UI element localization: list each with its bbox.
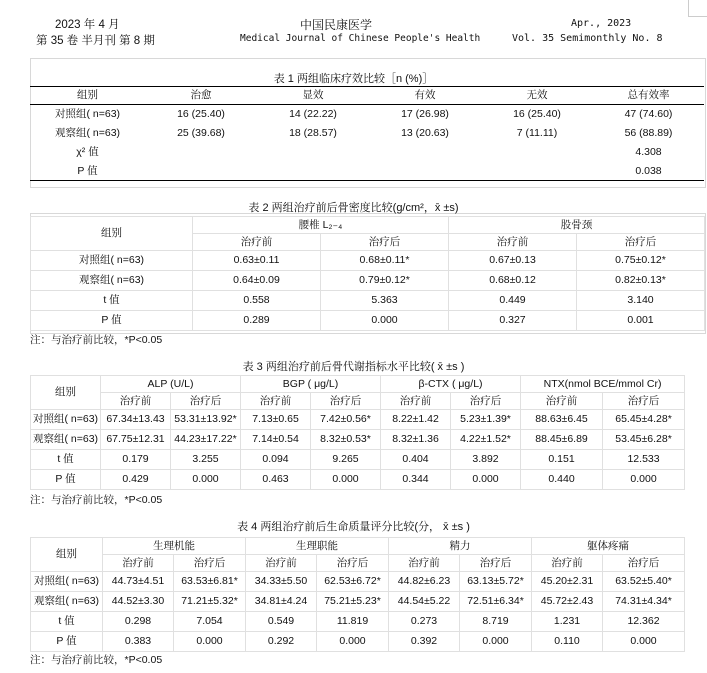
issue-volume-en: Vol. 35 Semimonthly No. 8 (512, 33, 663, 44)
table3-sub-row (31, 393, 685, 410)
table-cell (257, 143, 369, 162)
table-row (30, 143, 704, 162)
table-cell: 对照组( n=63) (31, 251, 193, 271)
table3 (30, 375, 685, 490)
table-row (31, 291, 705, 311)
table-cell: 0.549 (246, 612, 317, 632)
table3-subheader: 治疗后 (171, 393, 241, 410)
table-cell (481, 143, 593, 162)
table-cell: 14 (22.22) (289, 108, 337, 121)
table-cell: 74.31±4.34* (603, 592, 685, 612)
table3-subheader: 治疗前 (101, 393, 171, 410)
table-cell: 0.64±0.09 (193, 271, 321, 291)
table-cell: 4.22±1.52* (451, 430, 521, 450)
page-corner-mark (688, 0, 690, 16)
table-cell: 7.42±0.56* (311, 410, 381, 430)
table-cell: 观察组( n=63) (31, 430, 101, 450)
table-cell: 72.51±6.34* (460, 592, 532, 612)
table-row (31, 572, 685, 592)
table-row (31, 612, 685, 632)
table-cell: 53.31±13.92* (171, 410, 241, 430)
table1-col-header: 显效 (302, 89, 324, 102)
table-row (30, 105, 704, 124)
table-cell: 0.440 (521, 470, 603, 490)
table-cell: 8.719 (460, 612, 532, 632)
table-cell: 0.68±0.12 (449, 271, 577, 291)
table-cell: 0.75±0.12* (577, 251, 705, 271)
table-cell: 4.308 (635, 145, 662, 158)
table3-note: 注：与治疗前比较，*P<0.05 (30, 494, 163, 506)
table-cell: 0.429 (101, 470, 171, 490)
table-cell: 观察组( n=63) (31, 271, 193, 291)
table-cell: t 值 (31, 291, 193, 311)
table3-subheader: 治疗前 (521, 393, 603, 410)
journal-name-en: Medical Journal of Chinese People's Health (240, 33, 481, 44)
table-cell (369, 143, 481, 162)
table-cell: 0.151 (521, 450, 603, 470)
table3-subheader: 治疗后 (311, 393, 381, 410)
table-cell (145, 143, 257, 162)
table4-title: 表 4 两组治疗前后生命质量评分比较(分， x̄ ±s ) (237, 521, 470, 533)
table4-group-header: 生理职能 (246, 538, 389, 555)
table-cell: 88.45±6.89 (521, 430, 603, 450)
table-cell: 75.21±5.23* (317, 592, 389, 612)
table-cell: 8.32±0.53* (311, 430, 381, 450)
table-cell: P 值 (77, 164, 98, 177)
table-cell: 45.20±2.31 (532, 572, 603, 592)
table-cell: P 值 (31, 311, 193, 331)
table-cell: 0.000 (321, 311, 449, 331)
table-cell: 44.54±5.22 (389, 592, 460, 612)
table-cell: 44.73±4.51 (103, 572, 174, 592)
table3-group-header: NTX(nmol BCE/mmol Cr) (521, 376, 685, 393)
table3-group-header: BGP ( μg/L) (241, 376, 381, 393)
table-row (31, 410, 685, 430)
table-cell: 16 (25.40) (513, 108, 561, 121)
table-cell: 53.45±6.28* (603, 430, 685, 450)
table3-group-header: β-CTX ( μg/L) (381, 376, 521, 393)
table4-subheader: 治疗后 (174, 555, 246, 572)
table3-title: 表 3 两组治疗前后骨代谢指标水平比较( x̄ ±s ) (242, 361, 465, 373)
table4-group-label: 组别 (31, 538, 103, 572)
table-cell: 47 (74.60) (624, 108, 673, 121)
issue-date-cn: 2023 年 4 月 (55, 19, 120, 31)
table1-col-header: 有效 (414, 89, 436, 102)
table-cell: 18 (28.57) (289, 126, 337, 139)
table3-group-row (31, 376, 685, 393)
running-header (0, 16, 707, 50)
table-cell: 对照组( n=63) (54, 108, 121, 121)
table-cell: 0.292 (246, 632, 317, 652)
table-cell: 观察组( n=63) (31, 592, 103, 612)
table-cell: 7.14±0.54 (241, 430, 311, 450)
table1-title: 表 1 两组临床疗效比较［n (%)］ (273, 73, 434, 85)
table-cell: 11.819 (317, 612, 389, 632)
table2-group-row (31, 217, 705, 234)
table-row (31, 470, 685, 490)
table-row (31, 632, 685, 652)
table-cell (369, 162, 481, 181)
table-cell: 观察组( n=63) (54, 126, 121, 139)
table-cell: 34.33±5.50 (246, 572, 317, 592)
table-cell: 9.265 (311, 450, 381, 470)
table1-col-header: 组别 (77, 89, 98, 102)
table-cell: 0.179 (101, 450, 171, 470)
table-row (31, 251, 705, 271)
table-cell: 0.001 (577, 311, 705, 331)
table4-sub-row (31, 555, 685, 572)
table4-group-header: 生理机能 (103, 538, 246, 555)
table-cell (257, 162, 369, 181)
table2 (30, 216, 705, 331)
table-cell: 3.255 (171, 450, 241, 470)
table-row (31, 271, 705, 291)
table2-note: 注：与治疗前比较，*P<0.05 (30, 334, 163, 346)
table1-col-header: 治愈 (190, 89, 212, 102)
table-cell: 17 (26.98) (401, 108, 449, 121)
table4 (30, 537, 685, 652)
table-row (31, 450, 685, 470)
table-cell: 7.054 (174, 612, 246, 632)
table4-subheader: 治疗后 (460, 555, 532, 572)
table1 (30, 86, 704, 181)
table-cell: 71.21±5.32* (174, 592, 246, 612)
table-cell: 0.298 (103, 612, 174, 632)
table4-subheader: 治疗后 (317, 555, 389, 572)
table-cell: 62.53±6.72* (317, 572, 389, 592)
table-cell: 88.63±6.45 (521, 410, 603, 430)
table-cell: P 值 (31, 470, 101, 490)
table-row (31, 430, 685, 450)
table-cell: 67.34±13.43 (101, 410, 171, 430)
table-cell: 25 (39.68) (177, 126, 225, 139)
table-cell: 0.000 (174, 632, 246, 652)
table3-subheader: 治疗后 (603, 393, 685, 410)
table4-subheader: 治疗前 (389, 555, 460, 572)
table4-subheader: 治疗前 (103, 555, 174, 572)
table-cell: 63.53±6.81* (174, 572, 246, 592)
table-cell: 13 (20.63) (401, 126, 449, 139)
table-cell: t 值 (31, 612, 103, 632)
table-cell: 0.463 (241, 470, 311, 490)
table-cell: 45.72±2.43 (532, 592, 603, 612)
table-cell: 0.67±0.13 (449, 251, 577, 271)
table-cell: χ² 值 (76, 145, 99, 158)
table4-subheader: 治疗前 (532, 555, 603, 572)
table4-note: 注：与治疗前比较，*P<0.05 (30, 654, 163, 666)
table-cell: 5.363 (321, 291, 449, 311)
table-cell: 8.32±1.36 (381, 430, 451, 450)
table3-subheader: 治疗前 (241, 393, 311, 410)
table-cell: 0.289 (193, 311, 321, 331)
table-cell: 0.68±0.11* (321, 251, 449, 271)
table-cell: 0.404 (381, 450, 451, 470)
table2-group-header: 腰椎 L₂₋₄ (193, 217, 449, 234)
table-cell: 0.000 (603, 470, 685, 490)
table2-group-header: 股骨颈 (449, 217, 705, 234)
table2-subheader: 治疗后 (321, 234, 449, 251)
table2-subheader: 治疗后 (577, 234, 705, 251)
table4-subheader: 治疗后 (603, 555, 685, 572)
table-cell: 0.000 (317, 632, 389, 652)
table-cell: 0.82±0.13* (577, 271, 705, 291)
table1-header-row (30, 87, 704, 105)
table2-subheader: 治疗前 (193, 234, 321, 251)
table-cell: 对照组( n=63) (31, 572, 103, 592)
table-cell: 44.82±6.23 (389, 572, 460, 592)
table4-group-row (31, 538, 685, 555)
issue-date-en: Apr., 2023 (571, 18, 632, 29)
table-cell: 0.383 (103, 632, 174, 652)
table-row (31, 311, 705, 331)
table-cell: 67.75±12.31 (101, 430, 171, 450)
table-cell: 34.81±4.24 (246, 592, 317, 612)
table-cell: 0.327 (449, 311, 577, 331)
table3-subheader: 治疗前 (381, 393, 451, 410)
table-cell: 3.892 (451, 450, 521, 470)
table4-group-header: 精力 (389, 538, 532, 555)
table2-subheader: 治疗前 (449, 234, 577, 251)
table-cell (145, 162, 257, 181)
table-cell: 8.22±1.42 (381, 410, 451, 430)
table-cell: 7.13±0.65 (241, 410, 311, 430)
table-cell: 0.449 (449, 291, 577, 311)
table-cell: 63.52±5.40* (603, 572, 685, 592)
table-cell: 0.000 (311, 470, 381, 490)
table-row (30, 162, 704, 181)
table-cell (481, 162, 593, 181)
table3-group-header: ALP (U/L) (101, 376, 241, 393)
table-cell: 0.000 (451, 470, 521, 490)
table-row (30, 124, 704, 143)
table-cell: 对照组( n=63) (31, 410, 101, 430)
table1-col-header: 无效 (526, 89, 548, 102)
table-cell: 0.038 (635, 164, 662, 177)
table2-title: 表 2 两组治疗前后骨密度比较(g/cm²，x̄ ±s) (248, 202, 459, 214)
table-row (31, 592, 685, 612)
journal-name-cn: 中国民康医学 (300, 18, 373, 32)
table-cell: 44.23±17.22* (171, 430, 241, 450)
table-cell: 0.63±0.11 (193, 251, 321, 271)
table-cell: 12.362 (603, 612, 685, 632)
table-cell: 16 (25.40) (177, 108, 225, 121)
table-cell: 65.45±4.28* (603, 410, 685, 430)
table4-subheader: 治疗前 (246, 555, 317, 572)
table-cell: 0.000 (460, 632, 532, 652)
table3-group-label: 组别 (31, 376, 101, 410)
table-cell: 0.558 (193, 291, 321, 311)
table-cell: 0.000 (171, 470, 241, 490)
table4-group-header: 躯体疼痛 (532, 538, 685, 555)
table-cell: t 值 (31, 450, 101, 470)
table-cell: P 值 (31, 632, 103, 652)
table-cell: 0.110 (532, 632, 603, 652)
table-cell: 0.79±0.12* (321, 271, 449, 291)
issue-volume-cn: 第 35 卷 半月刊 第 8 期 (36, 35, 155, 47)
table-cell: 56 (88.89) (624, 126, 673, 139)
table-cell: 0.094 (241, 450, 311, 470)
table-cell: 63.13±5.72* (460, 572, 532, 592)
table1-col-header: 总有效率 (627, 89, 670, 102)
table-cell: 12.533 (603, 450, 685, 470)
table-cell: 3.140 (577, 291, 705, 311)
table-cell: 5.23±1.39* (451, 410, 521, 430)
table-cell: 7 (11.11) (516, 126, 558, 139)
table-cell: 0.000 (603, 632, 685, 652)
table-cell: 44.52±3.30 (103, 592, 174, 612)
table-cell: 1.231 (532, 612, 603, 632)
table-cell: 0.273 (389, 612, 460, 632)
table3-subheader: 治疗后 (451, 393, 521, 410)
table2-group-label: 组别 (31, 217, 193, 251)
page-corner-mark-h (688, 16, 707, 18)
table-cell: 0.392 (389, 632, 460, 652)
table-cell: 0.344 (381, 470, 451, 490)
